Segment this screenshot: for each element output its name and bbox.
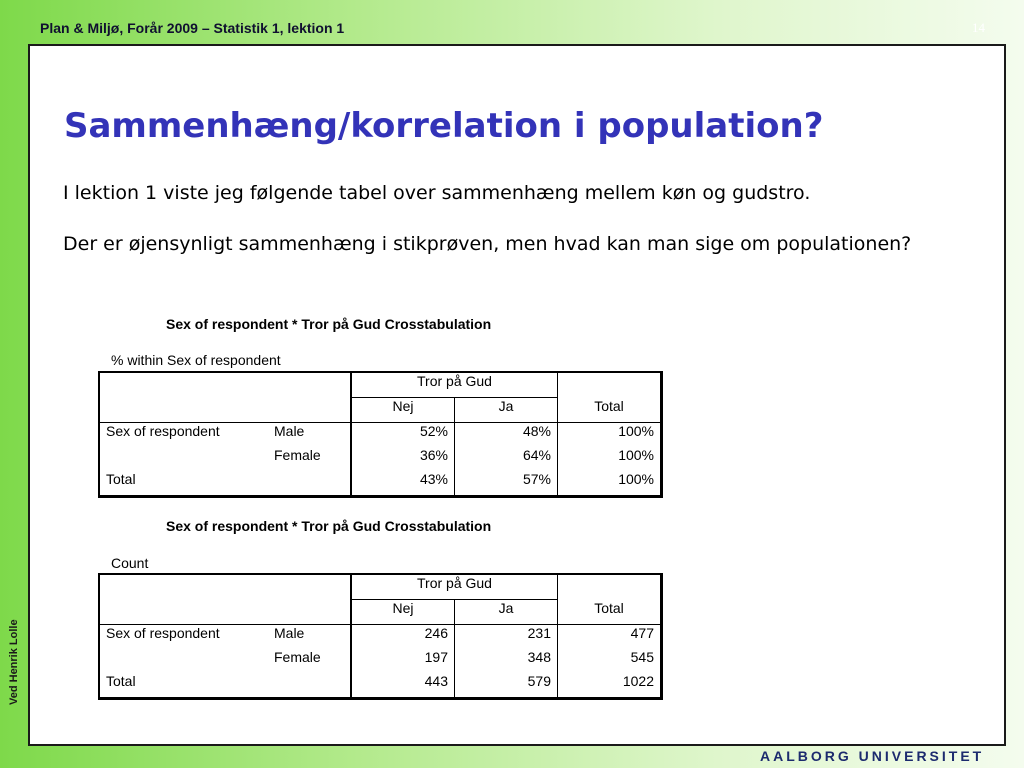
cell: 348 [455, 649, 558, 673]
cell: 246 [424, 625, 448, 641]
table2-group-header: Tror på Gud [351, 574, 558, 600]
row-label: Male [268, 423, 351, 448]
row-label: Female [268, 447, 351, 471]
table-row [99, 447, 662, 471]
row-label: Female [268, 649, 351, 673]
crosstab-percent [98, 371, 663, 498]
cell: 197 [424, 649, 448, 665]
slide-title: Sammenhæng/korrelation i population? [64, 106, 824, 146]
table1-group-header: Tror på Gud [351, 372, 558, 398]
total-label: Total [106, 471, 136, 487]
table1-col-nej: Nej [351, 398, 455, 423]
cell: 231 [455, 625, 558, 650]
cell: 48% [455, 423, 558, 448]
cell: 36% [419, 447, 448, 463]
row-label: Male [268, 625, 351, 650]
table1-col-total: Total [558, 398, 662, 423]
cell: 545 [558, 649, 662, 673]
table-row [99, 471, 662, 497]
table1-title: Sex of respondent * Tror på Gud Crosstabulation [166, 316, 492, 332]
cell: 443 [424, 673, 448, 689]
cell: 1022 [558, 673, 662, 699]
paragraph-1: I lektion 1 viste jeg følgende tabel over sammenhæng mellem køn og gudstro. [63, 182, 811, 204]
side-label: Ved Henrik Lolle [8, 619, 20, 705]
cell: 52% [419, 423, 448, 439]
cell: 43% [419, 471, 448, 487]
table2-subtitle: Count [111, 555, 149, 571]
table2-col-ja: Ja [455, 600, 558, 625]
table2-col-total: Total [558, 600, 662, 625]
table-row [99, 625, 662, 650]
cell: 477 [558, 625, 662, 650]
table-row [99, 649, 662, 673]
cell: 579 [455, 673, 558, 699]
total-label: Total [106, 673, 136, 689]
row-variable: Sex of respondent [106, 625, 220, 641]
cell: 100% [558, 447, 662, 471]
slide-content [28, 44, 1006, 746]
table-row [99, 673, 662, 699]
cell: 57% [455, 471, 558, 497]
table-row [99, 423, 662, 448]
slide-number: 14 [972, 20, 985, 35]
cell: 100% [558, 471, 662, 497]
header-title: Plan & Miljø, Forår 2009 – Statistik 1, lektion 1 [40, 20, 345, 36]
table2-col-nej: Nej [351, 600, 455, 625]
crosstab-count [98, 573, 663, 700]
row-variable: Sex of respondent [106, 423, 220, 439]
aalborg-universitet-logo: AALBORG UNIVERSITET [760, 748, 985, 764]
cell: 64% [455, 447, 558, 471]
table1-subtitle: % within Sex of respondent [111, 352, 281, 368]
cell: 100% [558, 423, 662, 448]
table2-title: Sex of respondent * Tror på Gud Crosstabulation [166, 518, 492, 534]
table1-col-ja: Ja [455, 398, 558, 423]
paragraph-2: Der er øjensynligt sammenhæng i stikprøven, men hvad kan man sige om populationen? [63, 233, 912, 255]
